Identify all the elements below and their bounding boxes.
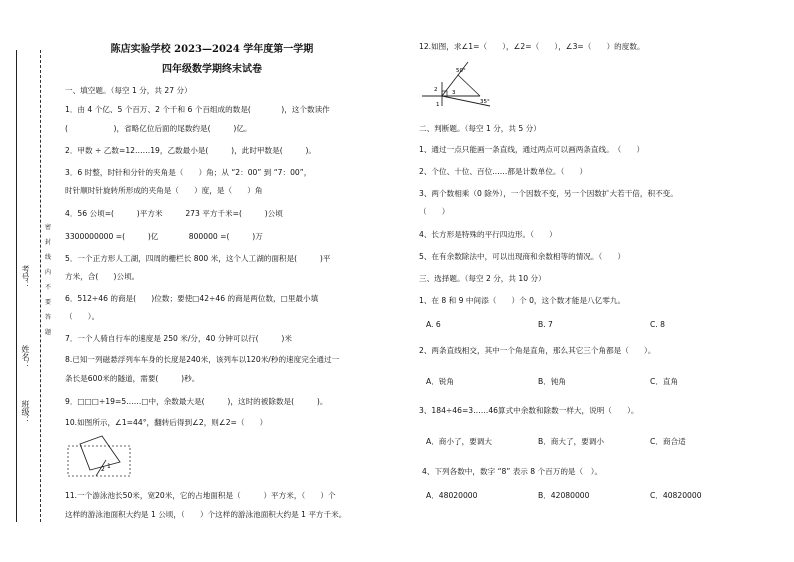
seal-char: 封	[44, 239, 51, 246]
angle-2-label: 2	[434, 87, 438, 93]
choice-4: 4、下列各数中，数字 “8” 表示 8 个百万的是（ ）。	[422, 467, 603, 476]
judge-1: 1、通过一点只能画一条直线，通过两点可以画两条直线。 （ ）	[419, 145, 645, 154]
question-10-figure	[66, 432, 136, 482]
question-7: 7．一个人骑自行车的速度是 250 米/分，40 分钟可以行( )米	[65, 334, 292, 343]
question-1-line-2: ( )，省略亿位后面的尾数约是( )亿。	[65, 124, 252, 133]
choice-2-option-c: C．直角	[650, 377, 679, 386]
choice-1-option-a: A. 6	[426, 320, 441, 329]
judge-4: 4、长方形是特殊的平行四边形。（ ）	[419, 230, 557, 239]
angle-2-label: 2	[101, 466, 105, 473]
question-3-line-2: 时针顺时针旋转所形成的夹角是（ ）度，是（ ）角	[65, 186, 263, 195]
seal-char: 答	[44, 314, 51, 321]
choice-3-option-c: C．商合适	[650, 437, 686, 446]
seal-char: 密	[44, 224, 51, 231]
question-11-line-1: 11.一个游泳池长50米，宽20米，它的占地面积是（ ）平方米，（ ）个	[65, 491, 336, 500]
choice-2-option-a: A．锐角	[426, 377, 454, 386]
question-11-line-2: 这样的游泳池面积大约是 1 公顷，（ ）个这样的游泳池面积大约是 1 平方千米。	[65, 510, 347, 519]
choice-2-option-b: B．钝角	[538, 377, 566, 386]
choice-4-option-b: B．42080000	[538, 491, 590, 500]
question-6-line-2: （ ）。	[65, 312, 100, 321]
section-multiple-choice: 三、选择题。（每空 2 分，共 10 分）	[419, 274, 546, 283]
question-12: 12.如图，求∠1=（ ），∠2=（ ），∠3=（ ）的度数。	[419, 42, 645, 51]
choice-4-option-c: C．40820000	[650, 491, 702, 500]
judge-3-line-1: 3、两个数相乘（0 除外），一个因数不变，另一个因数扩大若干倍，积不变。	[419, 189, 678, 198]
question-5-line-1: 5．一个正方形人工湖，四周的栅栏长 800 米，这个人工湖的面积是( )平	[65, 254, 331, 263]
question-8-line-2: 条长是600米的隧道，需要( )秒。	[65, 374, 200, 383]
margin-line-dashed	[40, 50, 41, 522]
number-label: 考号：	[21, 265, 30, 289]
judge-5: 5、在有余数除法中，可以出现商和余数相等的情况。（ ）	[419, 252, 626, 261]
exam-title: 陈店实验学校 2023—2024 学年度第一学期	[110, 44, 314, 55]
seal-char: 线	[44, 254, 51, 261]
choice-2: 2、两条直线相交，其中一个角是直角，那么其它三个角都是（ ）。	[419, 346, 656, 355]
seal-char: 不	[44, 284, 51, 291]
question-5-line-2: 方米，合( )公顷。	[65, 272, 140, 281]
question-4-line-1: 4．56 公顷=( )平方米 273 平方千米=( )公顷	[65, 209, 283, 218]
name-label: 姓名：	[21, 345, 30, 369]
question-4-line-2: 3300000000 =( )亿 800000 =( )万	[65, 232, 263, 241]
choice-1-option-b: B. 7	[538, 320, 553, 329]
choice-3-option-a: A．商小了，要调大	[426, 437, 492, 446]
question-9: 9．□□□÷19=5……□中，余数最大是( )，这时的被除数是( )。	[65, 397, 328, 406]
angle-3-label: 3	[452, 90, 456, 96]
choice-1-option-c: C. 8	[650, 320, 665, 329]
question-8-line-1: 8.已知一列磁悬浮列车车身的长度是240米，该列车以120米/秒的速度完全通过一	[65, 355, 340, 364]
seal-char: 内	[44, 269, 51, 276]
choice-4-option-a: A．48020000	[426, 491, 478, 500]
question-1-line-1: 1．由 4 个亿、5 个百万、2 个千和 6 个百组成的数是( )，这个数读作	[65, 105, 330, 114]
seal-char: 题	[44, 329, 51, 336]
binding-margin	[0, 0, 62, 562]
question-12-figure	[420, 58, 510, 110]
judge-3-line-2: （ ）	[419, 207, 450, 216]
seal-text	[44, 220, 52, 340]
question-10: 10.如图所示，∠1=44°，翻转后得到∠2，则∠2=（ ）	[65, 418, 268, 427]
label-35-degree: 35°	[480, 99, 490, 105]
question-2: 2．甲数 ÷ 乙数=12……19，乙数最小是( )，此时甲数是( )。	[65, 146, 316, 155]
margin-line-outer	[16, 50, 17, 522]
judge-2: 2、个位、十位、百位……都是计数单位。（ ）	[419, 167, 588, 176]
choice-3-option-b: B．商大了，要调小	[538, 437, 604, 446]
question-6-line-1: 6．512÷46 的商是( )位数；要使□42÷46 的商是两位数，□里最小填	[65, 294, 319, 303]
cross-line	[458, 75, 480, 96]
exam-subtitle: 四年级数学期终末试卷	[162, 64, 262, 75]
question-3-line-1: 3．6 时整，时针和分针的夹角是（ ）角；从 “2：00” 到 “7：00”，	[65, 168, 312, 177]
label-50-degree: 50°	[456, 68, 466, 74]
seal-char: 要	[44, 299, 51, 306]
angle-1-label: 1	[107, 463, 111, 470]
choice-3: 3、184÷46=3……46算式中余数和除数一样大，说明（ ）。	[419, 406, 639, 415]
angle-1-label: 1	[436, 102, 440, 108]
section-fill-blank: 一、填空题。（每空 1 分，共 27 分）	[65, 86, 192, 95]
folded-paper	[80, 436, 120, 470]
section-true-false: 二、判断题。（每空 1 分，共 5 分）	[419, 124, 541, 133]
choice-1: 1、在 8 和 9 中间添（ ）个 0，这个数才能是八亿零九。	[419, 296, 626, 305]
class-label: 班级：	[21, 400, 30, 424]
